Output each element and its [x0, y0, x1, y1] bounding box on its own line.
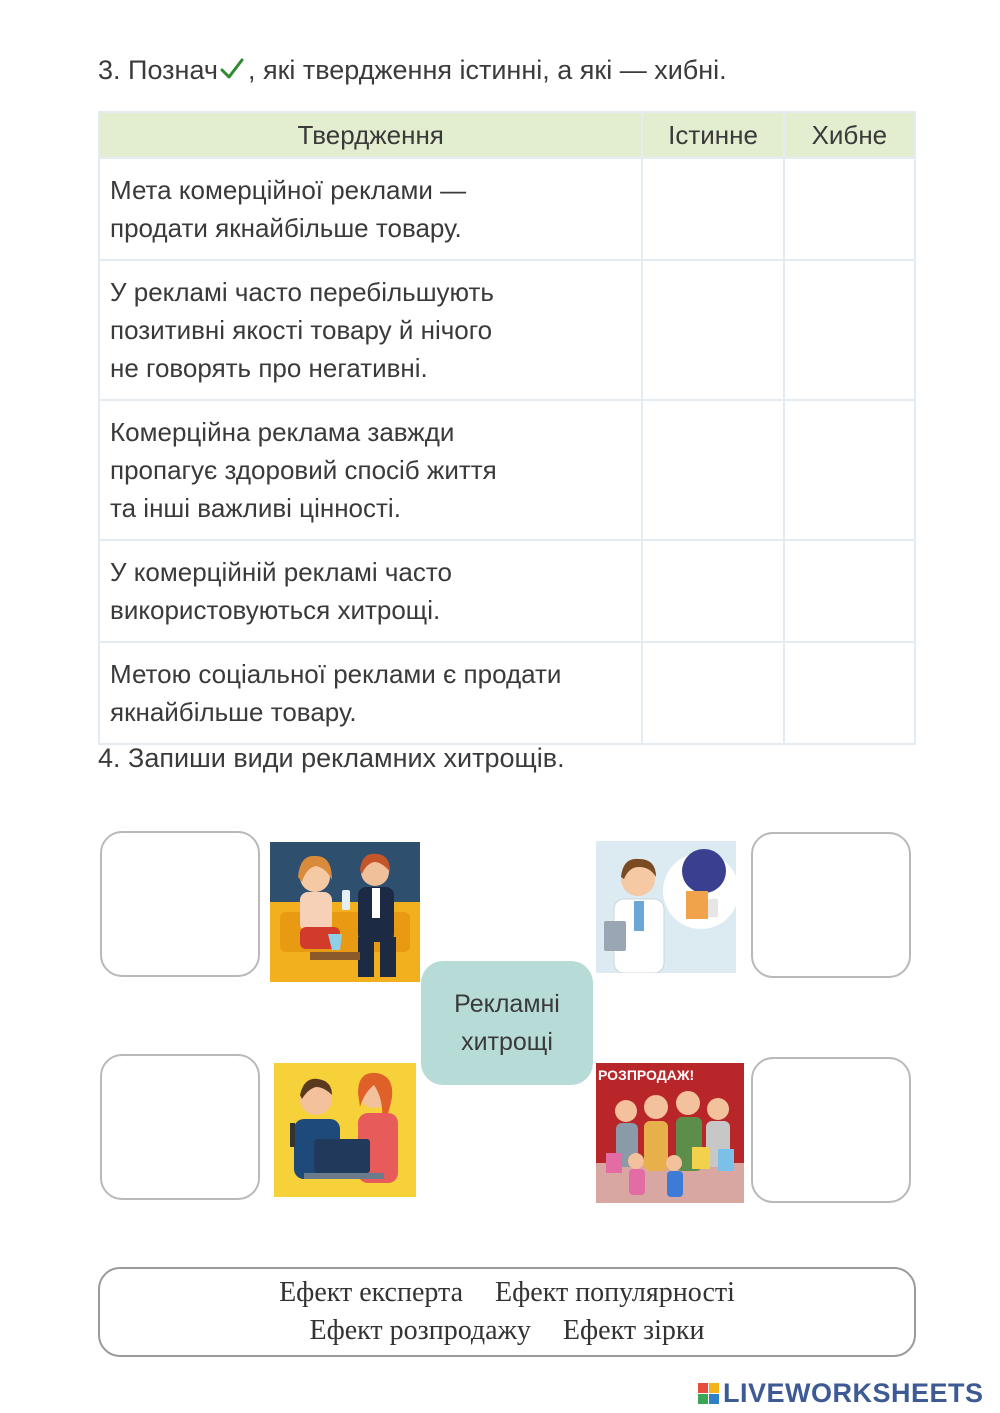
statement-line: пропагує здоровий спосіб життя — [110, 455, 497, 485]
header-false: Хибне — [784, 112, 915, 158]
word-expert-effect[interactable]: Ефект експерта — [279, 1277, 464, 1308]
statement-line: Мета комерційної реклами — — [110, 175, 467, 205]
task4-title — [98, 743, 565, 774]
sale-picture — [596, 1063, 744, 1203]
false-cell-2[interactable] — [784, 260, 915, 400]
task3-title — [98, 55, 727, 88]
header-statement: Твердження — [99, 112, 642, 158]
false-cell-3[interactable] — [784, 400, 915, 540]
statement-line: якнайбільше товару. — [110, 697, 357, 727]
answer-box-top-left[interactable] — [100, 831, 260, 977]
statement-line: продати якнайбільше товару. — [110, 213, 462, 243]
statement-1 — [99, 158, 642, 260]
center-node-line2: хитрощі — [461, 1028, 553, 1056]
statement-line: Метою соціальної реклами є продати — [110, 659, 562, 689]
celebrity-picture — [270, 842, 420, 982]
liveworksheets-logo-icon — [698, 1383, 719, 1404]
false-cell-1[interactable] — [784, 158, 915, 260]
expert-doctor-picture — [596, 841, 736, 973]
statement-2 — [99, 260, 642, 400]
statement-5 — [99, 642, 642, 744]
answer-box-bottom-left[interactable] — [100, 1054, 260, 1200]
center-node-line1: Рекламні — [454, 990, 560, 1018]
answer-box-top-right[interactable] — [751, 832, 911, 978]
statement-3 — [99, 400, 642, 540]
word-bank — [98, 1267, 916, 1357]
answer-box-bottom-right[interactable] — [751, 1057, 911, 1203]
table-row — [99, 158, 915, 260]
true-false-table — [98, 111, 916, 745]
true-cell-2[interactable] — [642, 260, 783, 400]
task3-number: 3. — [98, 55, 121, 85]
table-header-row — [99, 112, 915, 158]
word-star-effect[interactable]: Ефект зірки — [562, 1315, 705, 1346]
table-row — [99, 260, 915, 400]
statement-line: та інші важливі цінності. — [110, 493, 401, 523]
word-popularity-effect[interactable]: Ефект популярності — [495, 1277, 735, 1308]
center-node — [421, 961, 593, 1085]
true-cell-1[interactable] — [642, 158, 783, 260]
statement-line: позитивні якості товару й нічого — [110, 315, 493, 345]
header-true: Істинне — [642, 112, 783, 158]
true-cell-4[interactable] — [642, 540, 783, 642]
brand-logo — [698, 1378, 984, 1409]
influencer-picture — [274, 1063, 416, 1197]
true-cell-5[interactable] — [642, 642, 783, 744]
false-cell-5[interactable] — [784, 642, 915, 744]
task4-title-text: Запиши види рекламних хитрощів. — [128, 743, 565, 773]
task3-title-part2: , які твердження істинні, а які — хибні. — [247, 55, 727, 85]
checkmark-icon — [220, 57, 244, 88]
table-row — [99, 642, 915, 744]
task4-number: 4. — [98, 743, 121, 773]
false-cell-4[interactable] — [784, 540, 915, 642]
task3-title-part1: Познач — [128, 55, 218, 85]
sale-banner-text: РОЗПРОДАЖ! — [598, 1067, 695, 1083]
statement-4 — [99, 540, 642, 642]
word-sale-effect[interactable]: Ефект розпродажу — [309, 1315, 531, 1346]
table-row — [99, 540, 915, 642]
statement-line: не говорять про негативні. — [110, 353, 428, 383]
true-cell-3[interactable] — [642, 400, 783, 540]
statement-line: У рекламі часто перебільшують — [110, 277, 494, 307]
statement-line: використовуються хитрощі. — [110, 595, 441, 625]
brand-name: LIVEWORKSHEETS — [723, 1378, 984, 1408]
statement-line: Комерційна реклама завжди — [110, 417, 455, 447]
table-row — [99, 400, 915, 540]
statement-line: У комерційній рекламі часто — [110, 557, 452, 587]
